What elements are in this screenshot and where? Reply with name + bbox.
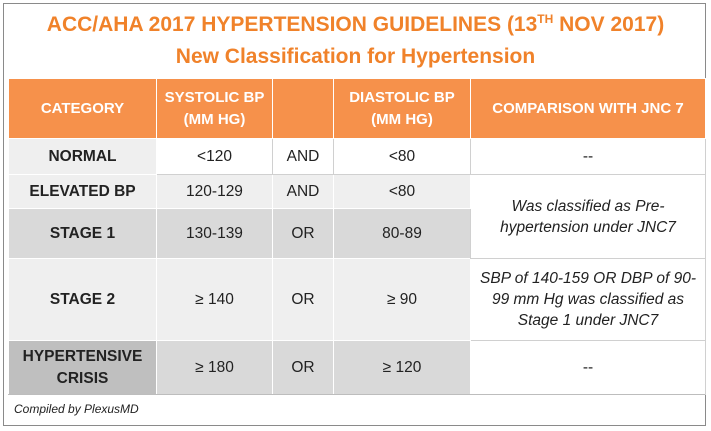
comparison-cell: -- [471, 139, 706, 175]
systolic-cell: ≥ 180 [157, 341, 273, 395]
header-systolic: SYSTOLIC BP (MM HG) [157, 79, 273, 139]
diastolic-cell: 80-89 [334, 209, 471, 259]
diastolic-cell: <80 [334, 139, 471, 175]
connector-cell: AND [273, 139, 334, 175]
title-superscript: TH [537, 12, 554, 26]
title-date-tail: NOV 2017) [553, 13, 665, 36]
header-diastolic: DIASTOLIC BP (MM HG) [334, 79, 471, 139]
header-category: CATEGORY [9, 79, 157, 139]
category-cell: STAGE 2 [9, 259, 157, 341]
table-header-row [9, 79, 706, 139]
comparison-cell: SBP of 140-159 OR DBP of 90-99 mm Hg was classified as Stage 1 under JNC7 [471, 259, 706, 341]
systolic-cell: 120-129 [157, 175, 273, 209]
connector-cell: OR [273, 209, 334, 259]
diastolic-cell: ≥ 90 [334, 259, 471, 341]
table-row [9, 341, 706, 395]
systolic-cell: <120 [157, 139, 273, 175]
connector-cell: AND [273, 175, 334, 209]
comparison-cell-merged: Was classified as Pre-hypertension under JNC7 [471, 175, 706, 259]
diastolic-cell: <80 [334, 175, 471, 209]
classification-table [8, 78, 706, 395]
header-comparison: COMPARISON WITH JNC 7 [471, 79, 706, 139]
connector-cell: OR [273, 259, 334, 341]
systolic-cell: ≥ 140 [157, 259, 273, 341]
comparison-cell: -- [471, 341, 706, 395]
systolic-cell: 130-139 [157, 209, 273, 259]
table-row [9, 175, 706, 209]
connector-cell: OR [273, 341, 334, 395]
category-cell: STAGE 1 [9, 209, 157, 259]
diastolic-cell: ≥ 120 [334, 341, 471, 395]
footer-credit: Compiled by PlexusMD [14, 402, 139, 416]
category-cell: HYPERTENSIVE CRISIS [9, 341, 157, 395]
page-title [4, 12, 707, 38]
infographic-frame [3, 3, 706, 426]
footer-divider [8, 394, 705, 395]
category-cell: NORMAL [9, 139, 157, 175]
table-row [9, 259, 706, 341]
category-cell: ELEVATED BP [9, 175, 157, 209]
page-subtitle: New Classification for Hypertension [175, 45, 536, 68]
header-connector-spacer [273, 79, 334, 139]
table-row [9, 139, 706, 175]
title-text: ACC/AHA 2017 HYPERTENSION GUIDELINES (13 [46, 13, 538, 36]
